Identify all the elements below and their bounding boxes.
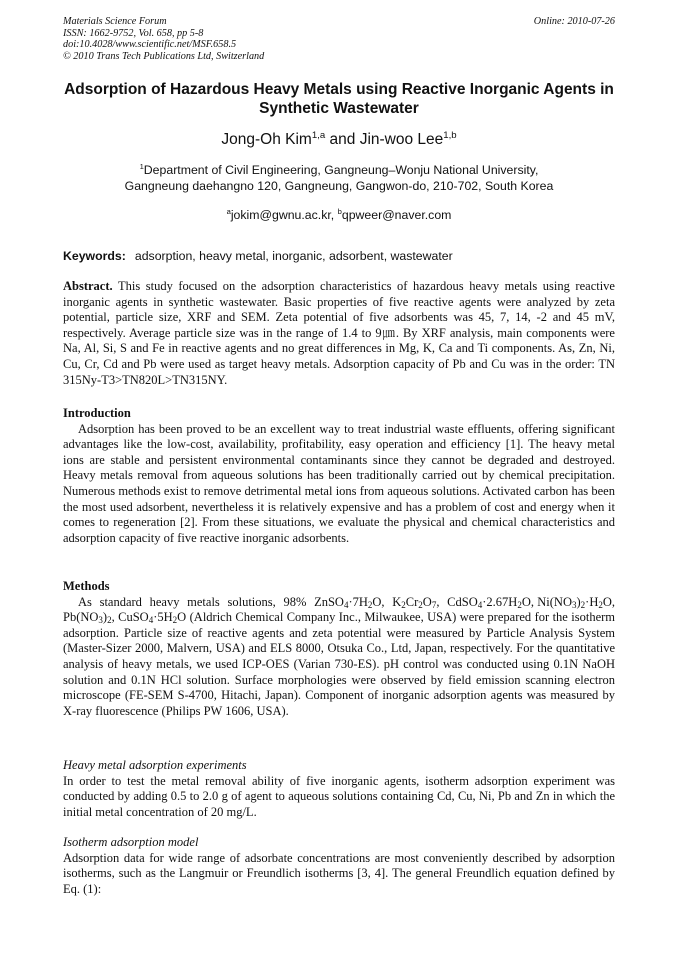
heavy-metal-experiments-heading: Heavy metal adsorption experiments (63, 758, 247, 772)
email-b-sup: b (337, 206, 342, 216)
author-and: and (329, 131, 356, 148)
introduction-heading: Introduction (63, 406, 131, 420)
affiliation-line-2: Gangneung daehangno 120, Gangneung, Gangwon-do, 210-702, South Korea (124, 179, 554, 193)
journal-header (63, 16, 615, 62)
email-a: jokim@gwnu.ac.kr, (230, 208, 335, 222)
keywords-text: adsorption, heavy metal, inorganic, adsorbent, wastewater (134, 249, 453, 263)
author-line (63, 130, 615, 150)
affiliation-line-1: Department of Civil Engineering, Gangneung–Wonju National University, (143, 163, 539, 177)
affiliation-sup: 1 (139, 161, 144, 171)
keywords (63, 248, 615, 264)
abstract (63, 279, 615, 388)
abstract-text: This study focused on the adsorption characteristics of hazardous heavy metals using reactive inorganic agents in synthetic wastewater. Basic properties of five reactive agents were analyzed by zeta potential, particle size, XRF and SEM. Zeta potential of five adsorbents was 45, 7, 14, -2 and 45 mV, respectively. Average particle size was in the range of 1.4 to 9㎛. By XRF analysis, main components were Na, Al, Si, S and Fe in reactive agents and no great differences in Mg, K, Ca and Ti components. As, Zn, Ni, Cu, Cr, Cd and Pb were used as target heavy metals. Adsorption capacity of Pb and Cu was in the order: TN 315Ny-T3>TN820L>TN315NY. (63, 279, 615, 387)
isotherm-model-text: Adsorption data for wide range of adsorbate concentrations are most conveniently described by adsorption isotherms, such as the Langmuir or Freundlich isotherms [3, 4]. The general Freundlich equation defined by Eq. (1): (63, 850, 615, 896)
author-1-sup: 1,a (311, 129, 326, 141)
abstract-label: Abstract. (63, 279, 113, 293)
doi-line: doi:10.4028/www.scientific.net/MSF.658.5 (63, 39, 237, 50)
isotherm-model-section (63, 835, 615, 897)
introduction-section (63, 406, 615, 546)
paper-title: Adsorption of Hazardous Heavy Metals using Reactive Inorganic Agents in Synthetic Wastewater (64, 81, 614, 117)
email-line (63, 207, 615, 223)
isotherm-model-heading: Isotherm adsorption model (63, 835, 199, 849)
heavy-metal-experiments-text: In order to test the metal removal ability of five inorganic agents, isotherm adsorption experiment was conducted by adding 0.5 to 2.0 g of agent to aqueous solutions containing Cd, Cu, Ni, Pb and Zn in which the initial metal concentration of 20 mg/L. (63, 773, 615, 819)
online-date: Online: 2010-07-26 (533, 16, 615, 27)
email-a-sup: a (226, 206, 231, 216)
methods-text: As standard heavy metals solutions, 98% $ZnSO_4\cdot 7H_2O$, $K_2Cr_2O_7$, $CdSO_4\cdot 2.67H_2O$, $Ni(NO_3)_2\cdot H_2O$, $Pb(NO_3)_2$, $CuSO_4\cdot 5H_2O$ (Aldrich Chemical Company Inc., Milwaukee, USA) were prepared for the isotherm adsorption. Particle size of reactive agents and zeta potential were measured by Particle Analysis System (Master-Sizer 2000, Malvern, USA) and ELS 8000, Otsuka Co., Ltd, Japan, respectively. For the quantitative analysis of heavy metals, we used ICP-OES (Varian 730-ES). pH control was conducted using 0.1N NaOH solution and 0.1N HCl solution. Surface morphologies were observed by field emission scanning electron microscope (FE-SEM S-4700, Hitachi, Japan). Component of inorganic adsorption agents was measured by X-ray fluorescence (Philips PW 1606, USA). (63, 594, 616, 718)
journal-name: Materials Science Forum (63, 16, 167, 27)
keywords-label: Keywords: (63, 249, 126, 263)
author-2-sup: 1,b (443, 129, 457, 141)
author-1: Jong-Oh Kim (221, 131, 312, 148)
affiliation (63, 162, 615, 194)
introduction-text: Adsorption has been proved to be an excellent way to treat industrial waste effluents, offering significant advantages like the low-cost, availability, profitability, easy operation and efficiency [1]. The heavy metal ions are stable and persistent environmental contaminants since they cannot be degraded and destroyed. Heavy metals removal from aqueous solutions has been traditionally carried out by chemical precipitation. Numerous methods exist to remove detrimental metal ions from aqueous solutions. Activated carbon has been the most used adsorbent, nevertheless it is relatively expensive and has a problem of cost and energy when it comes to regeneration [2]. From these situations, we evaluate the physical and chemical characteristics and adsorption capacity of five reactive inorganic adsorbents. (63, 421, 615, 545)
methods-section (63, 579, 615, 719)
heavy-metal-experiments-section (63, 758, 615, 820)
issn-line: ISSN: 1662-9752, Vol. 658, pp 5-8 (63, 27, 204, 39)
email-b: qpweer@naver.com (341, 208, 452, 222)
copyright-line: © 2010 Trans Tech Publications Ltd, Switzerland (63, 50, 265, 62)
methods-heading: Methods (63, 579, 110, 593)
author-2: Jin-woo Lee (359, 131, 444, 148)
